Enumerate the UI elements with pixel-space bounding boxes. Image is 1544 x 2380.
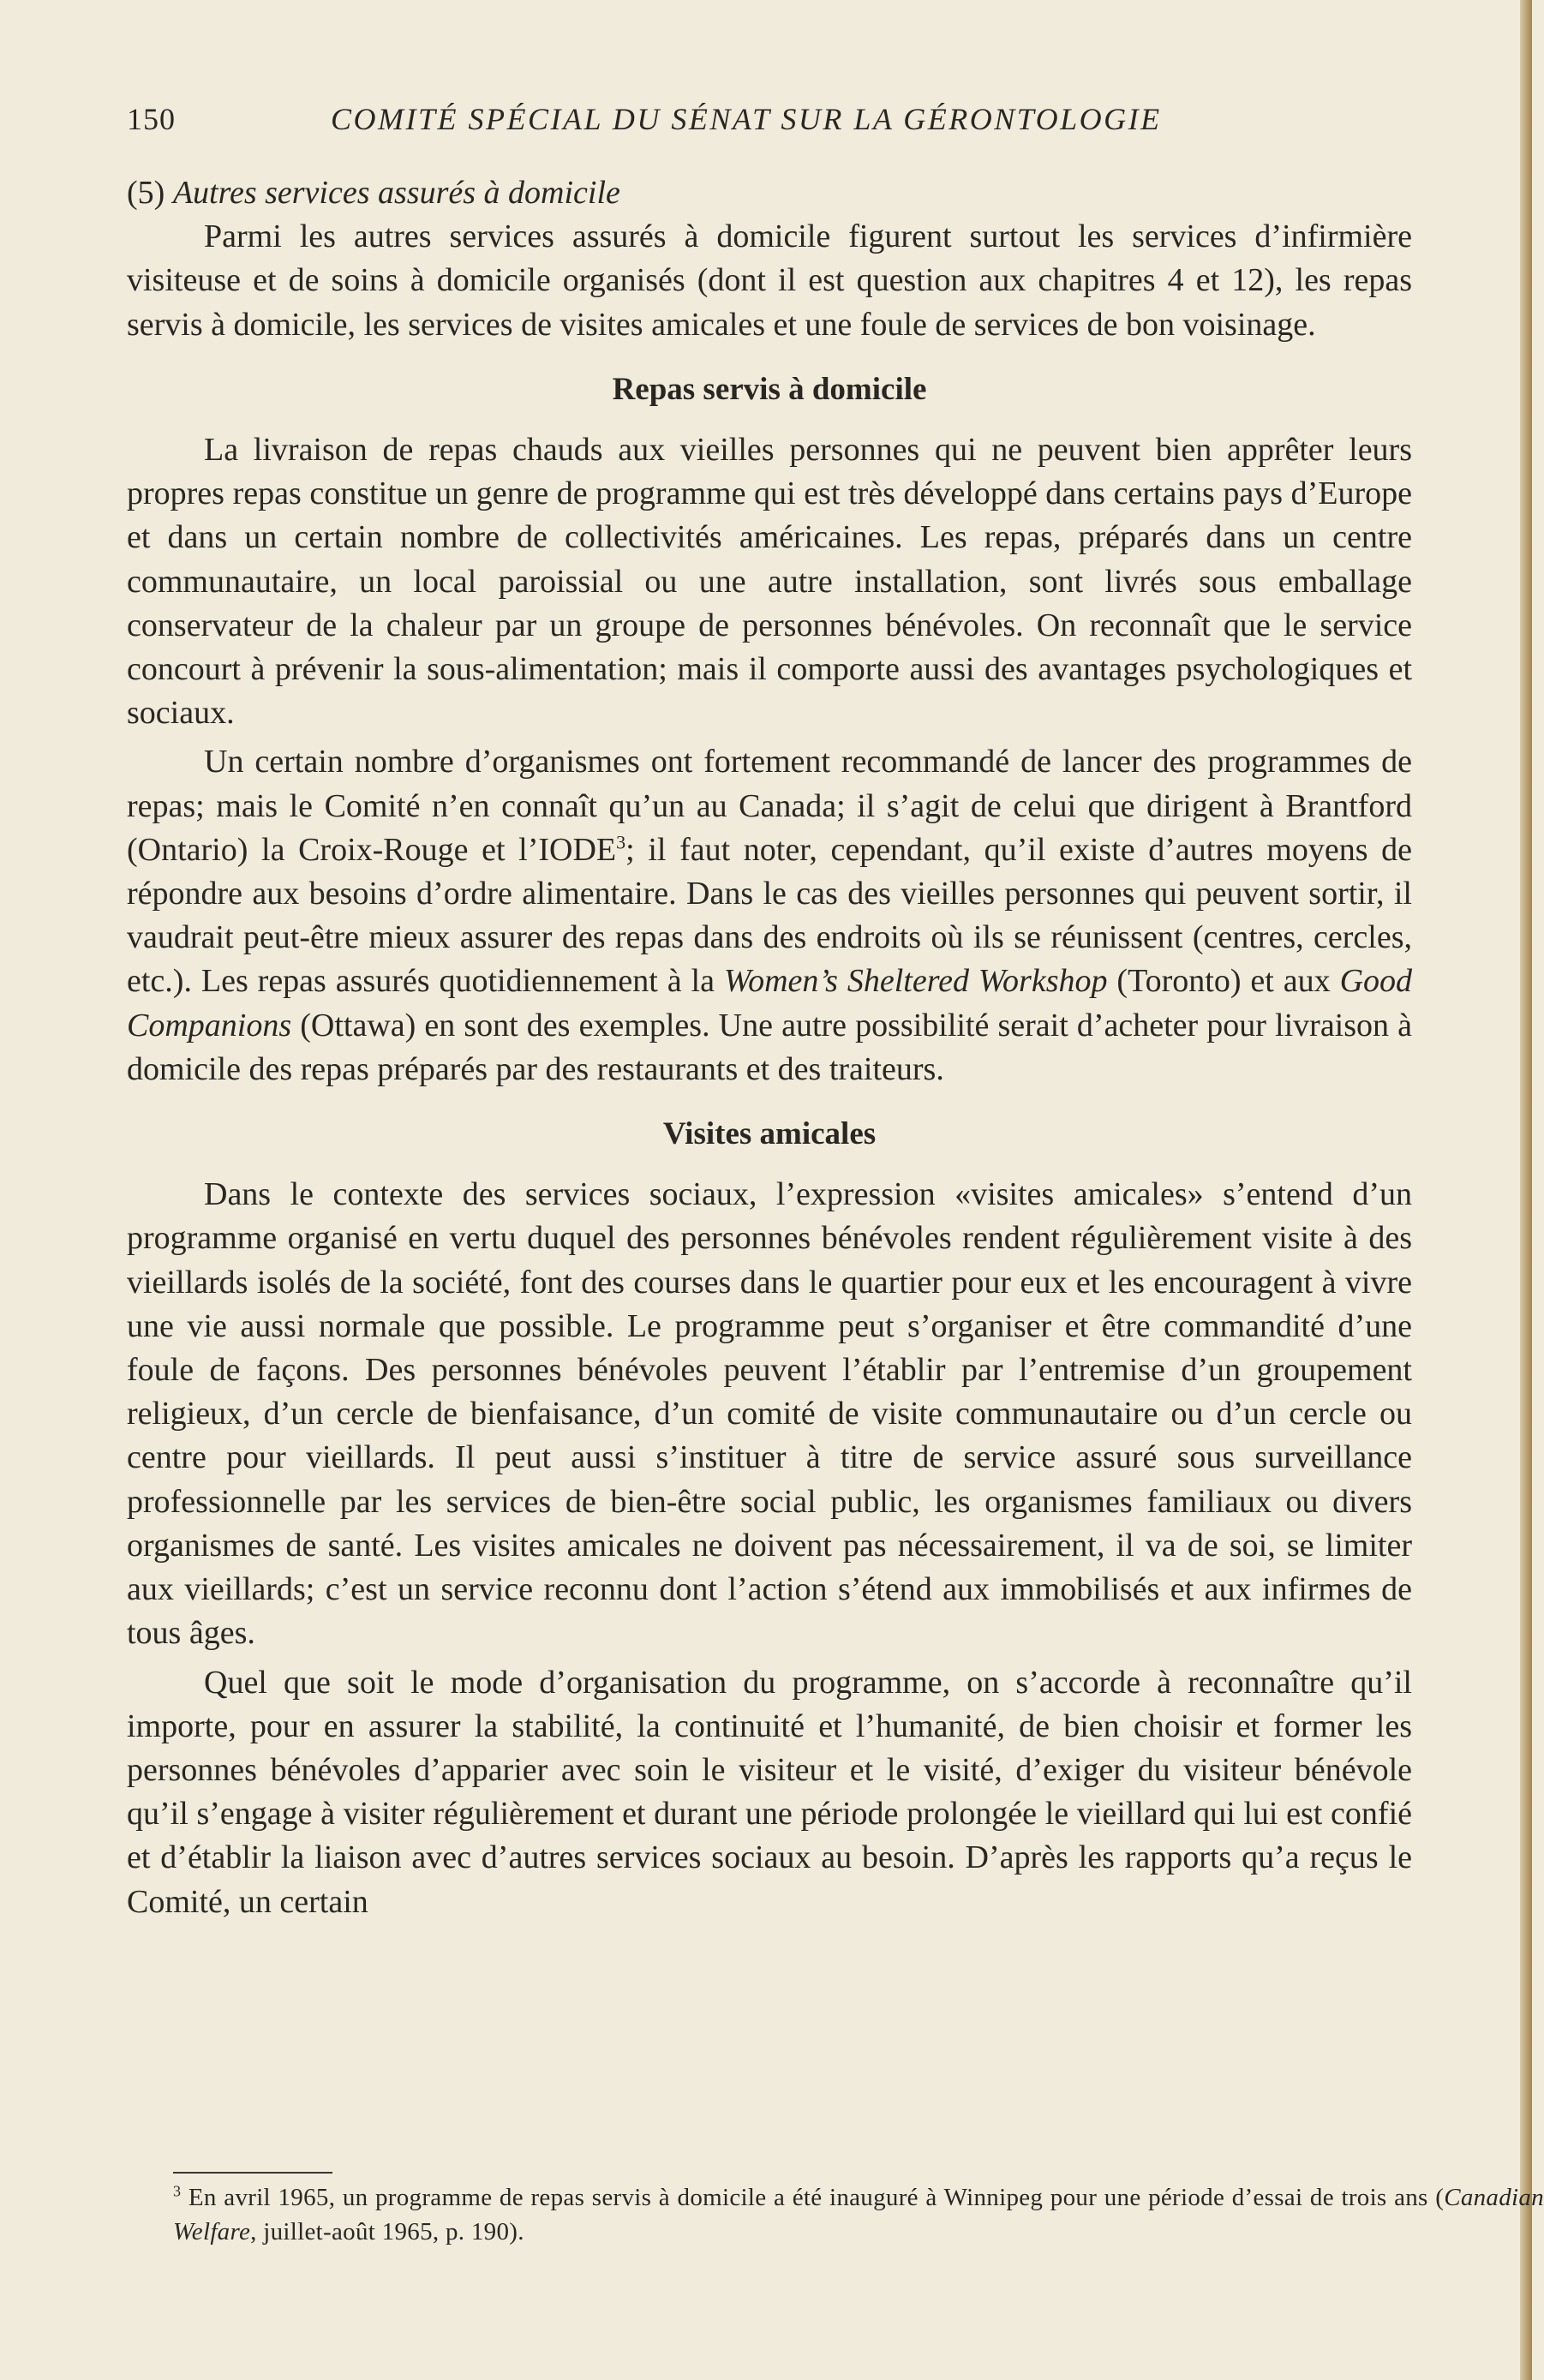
heading-visits: Visites amicales [662, 1116, 877, 1152]
footnote-reference: 3 [616, 831, 626, 853]
organization-name: Women’s Sheltered Workshop [723, 963, 1108, 1000]
body-text [127, 171, 1412, 1924]
page-edge [1520, 0, 1532, 2380]
paragraph-text: (Ottawa) en sont des exemples. Une autre possibilité serait d’acheter pour livraison à domicile des repas préparés par des restaurants et des traiteurs. [127, 1007, 1412, 1087]
paragraph-text: ; il faut noter, cependant, qu’il existe d’autres moyens de répondre aux besoins d’ordre alimentaire. Dans le cas des vieilles personnes qui peuvent sortir, il vaudrait peut-être mieux assurer des repas dans des endroits où ils se réunissent (centres, cercles, etc.). Les repas assurés quotidiennement à la [127, 831, 1412, 1000]
page-number: 150 [127, 102, 176, 136]
section-title: Autres services assurés à domicile [172, 175, 620, 211]
paragraph-meal-delivery: La livraison de repas chauds aux vieilles personnes qui ne peuvent bien apprêter leurs propres repas constitue un genre de programme qui est très développé dans certains pays d’Europe et dans un certain nombre de collectivités américaines. Les repas, préparés dans un centre communautaire, un local paroissial ou une autre installation, sont livrés sous emballage conservateur de la chaleur par un groupe de personnes bénévoles. On reconnaît que le service concourt à prévenir la sous-alimentation; mais il comporte aussi des avantages psychologiques et sociaux. [127, 432, 1412, 732]
section-number: (5) [127, 175, 165, 211]
footnote-source: Canadian Welfare [173, 2184, 1544, 2245]
paragraph-meal-programs [127, 740, 1412, 1091]
organization-name: Good Companions [127, 963, 1413, 1043]
paragraph-program-organization: Quel que soit le mode d’organisation du programme, on s’accorde à reconnaître qu’il importe, pour en assurer la stabilité, la continuité et l’humanité, de bien choisir et former les personnes bénévoles d’apparier avec soin le visiteur et le visité, d’exiger du visiteur bénévole qu’il s’engage à visiter régulièrement et durant une période prolongée le vieillard qui lui est confié et d’établir la liaison avec d’autres services sociaux au besoin. D’après les rapports qu’a reçus le Comité, un certain [127, 1664, 1412, 1920]
footnote [173, 2180, 1544, 2249]
running-title: COMITÉ SPÉCIAL DU SÉNAT SUR LA GÉRONTOLOGIE [331, 102, 1162, 136]
footnote-divider [173, 2172, 332, 2174]
paragraph-friendly-visits: Dans le contexte des services sociaux, l’expression «visites amicales» s’entend d’un programme organisé en vertu duquel des personnes bénévoles rendent régulièrement visite à des vieillards isolés de la société, font des courses dans le quartier pour eux et les encouragent à vivre une vie aussi normale que possible. Le programme peut s’organiser et être commandité d’une foule de façons. Des personnes bénévoles peuvent l’établir par l’entremise d’un groupement religieux, d’un cercle de bienfaisance, d’un comité de visite communautaire ou d’un cercle ou centre pour vieillards. Il peut aussi s’instituer à titre de service assuré sous surveillance professionnelle par les services de bien-être social public, les organismes familiaux ou divers organismes de santé. Les visites amicales ne doivent pas nécessairement, il va de soi, se limiter aux vieillards; c’est un service reconnu dont l’action s’étend aux immobilisés et aux infirmes de tous âges. [127, 1176, 1412, 1652]
footnote-text: , juillet-août 1965, p. 190). [250, 2218, 524, 2245]
section-subheading [127, 171, 1412, 215]
paragraph-text: (Toronto) et aux [1107, 963, 1340, 1000]
running-head [127, 101, 1412, 144]
footnote-text: En avril 1965, un programme de repas servis à domicile a été inauguré à Winnipeg pour une période d’essai de trois ans ( [181, 2184, 1445, 2211]
paragraph-other-services: Parmi les autres services assurés à domicile figurent surtout les services d’infirmière visiteuse et de soins à domicile organisés (dont il est question aux chapitres 4 et 12), les repas servis à domicile, les services de visites amicales et une foule de services de bon voisinage. [127, 218, 1412, 343]
heading-meals: Repas servis à domicile [612, 371, 927, 407]
footnote-marker: 3 [173, 2182, 182, 2200]
paragraph-text: Un certain nombre d’organismes ont fortement recommandé de lancer des programmes de repas; mais le Comité n’en connaît qu’un au Canada; il s’agit de celui que dirigent à Brantford (Ontario) la Croix-Rouge et l’IODE [127, 744, 1412, 868]
